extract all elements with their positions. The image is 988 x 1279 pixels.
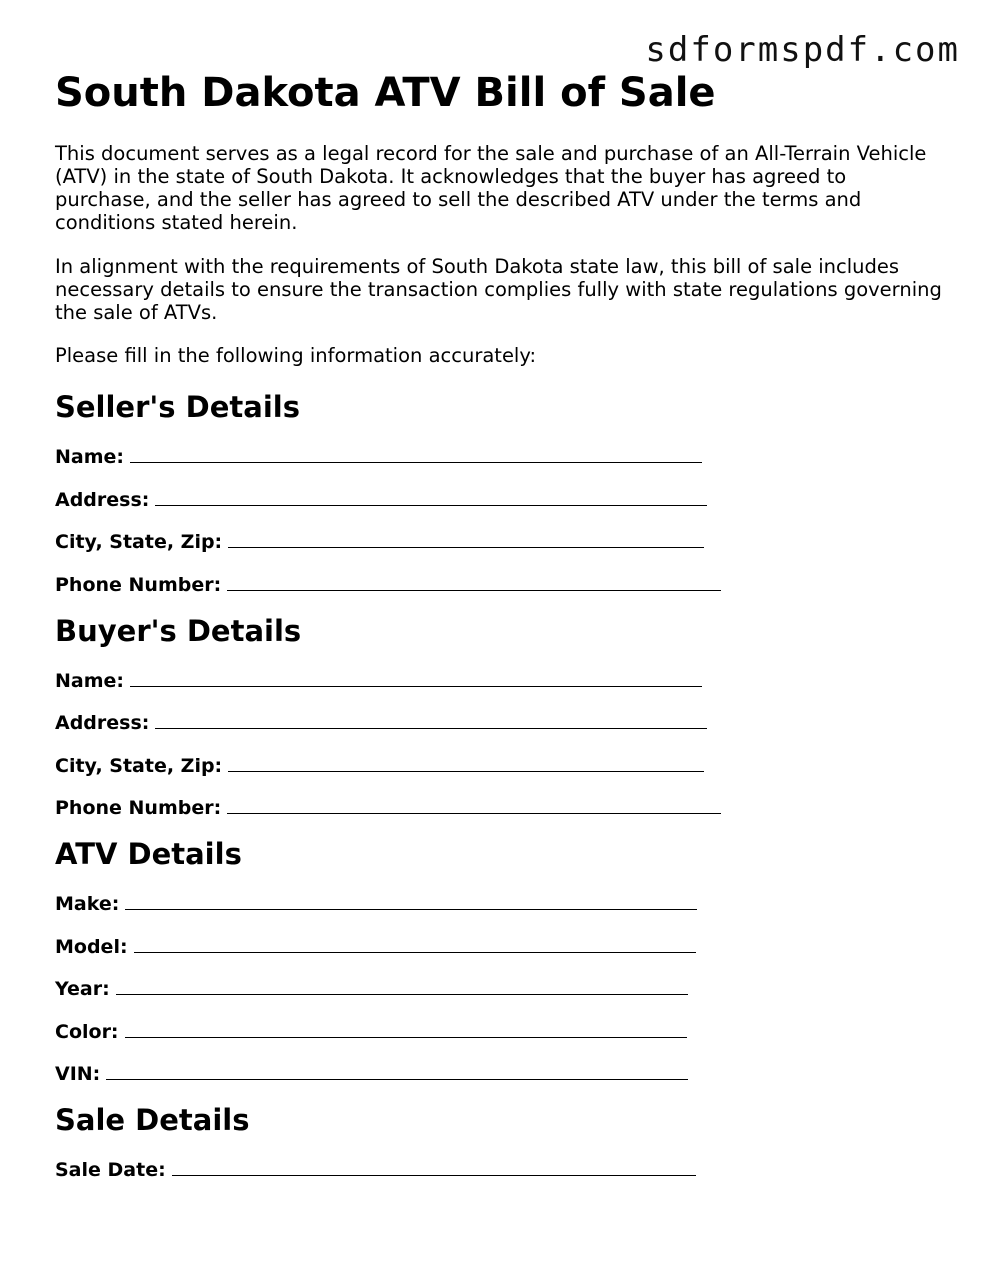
field-label: Make:: [55, 893, 120, 915]
field-label: Phone Number:: [55, 797, 222, 819]
blank-line[interactable]: [155, 503, 707, 506]
field-label: Address:: [55, 712, 150, 734]
blank-line[interactable]: [116, 992, 688, 995]
blank-line[interactable]: [106, 1077, 688, 1080]
field-label: Address:: [55, 488, 150, 511]
blank-line[interactable]: [130, 460, 702, 463]
field-label: Sale Date:: [55, 1159, 166, 1181]
atv-year-field[interactable]: [55, 978, 945, 1001]
section-title-seller: Seller's Details: [55, 390, 300, 424]
field-label: Phone Number:: [55, 573, 222, 596]
section-title-sale: Sale Details: [55, 1103, 250, 1137]
seller-address-field[interactable]: [55, 489, 945, 512]
blank-line[interactable]: [172, 1173, 696, 1176]
watermark: sdformspdf.com: [645, 30, 960, 70]
blank-line[interactable]: [125, 1035, 687, 1038]
field-label: VIN:: [55, 1063, 101, 1085]
intro-paragraph: In alignment with the requirements of South Dakota state law, this bill of sale includes necessary details to ensure the transaction complies fully with state regulations governing the sale of ATVs.: [55, 255, 942, 324]
blank-line[interactable]: [134, 950, 696, 953]
seller-phone-field[interactable]: [55, 574, 945, 597]
atv-vin-field[interactable]: [55, 1063, 945, 1086]
sale-date-field[interactable]: [55, 1159, 945, 1182]
buyer-phone-field[interactable]: [55, 797, 945, 820]
field-label: Color:: [55, 1020, 119, 1043]
blank-line[interactable]: [155, 726, 707, 729]
blank-line[interactable]: [130, 684, 702, 687]
atv-make-field[interactable]: [55, 893, 945, 916]
field-label: Year:: [55, 978, 110, 1000]
field-label: Name:: [55, 446, 125, 468]
section-title-buyer: Buyer's Details: [55, 613, 302, 648]
atv-model-field[interactable]: [55, 936, 945, 959]
intro-paragraph: This document serves as a legal record for the sale and purchase of an All-Terrain Vehicle (ATV) in the state of South Dakota. It acknowledges that the buyer has agreed to purchase, and the seller has agreed to sell the described ATV under the terms and conditions stated herein.: [55, 142, 927, 234]
buyer-city-state-zip-field[interactable]: [55, 755, 945, 778]
blank-line[interactable]: [227, 588, 721, 591]
blank-line[interactable]: [228, 545, 704, 548]
instructions-text: Please fill in the following information accurately:: [55, 344, 537, 367]
seller-name-field[interactable]: [55, 446, 945, 469]
seller-city-state-zip-field[interactable]: [55, 531, 945, 554]
buyer-address-field[interactable]: [55, 712, 945, 735]
field-label: City, State, Zip:: [55, 531, 223, 553]
field-label: Name:: [55, 669, 125, 692]
section-title-atv: ATV Details: [55, 837, 242, 871]
buyer-name-field[interactable]: [55, 670, 945, 693]
blank-line[interactable]: [125, 907, 697, 910]
bill-of-sale-document: [55, 68, 945, 1182]
document-title: South Dakota ATV Bill of Sale: [55, 70, 716, 116]
blank-line[interactable]: [227, 811, 721, 814]
field-label: City, State, Zip:: [55, 754, 223, 777]
atv-color-field[interactable]: [55, 1021, 945, 1044]
field-label: Model:: [55, 935, 128, 958]
blank-line[interactable]: [228, 769, 704, 772]
